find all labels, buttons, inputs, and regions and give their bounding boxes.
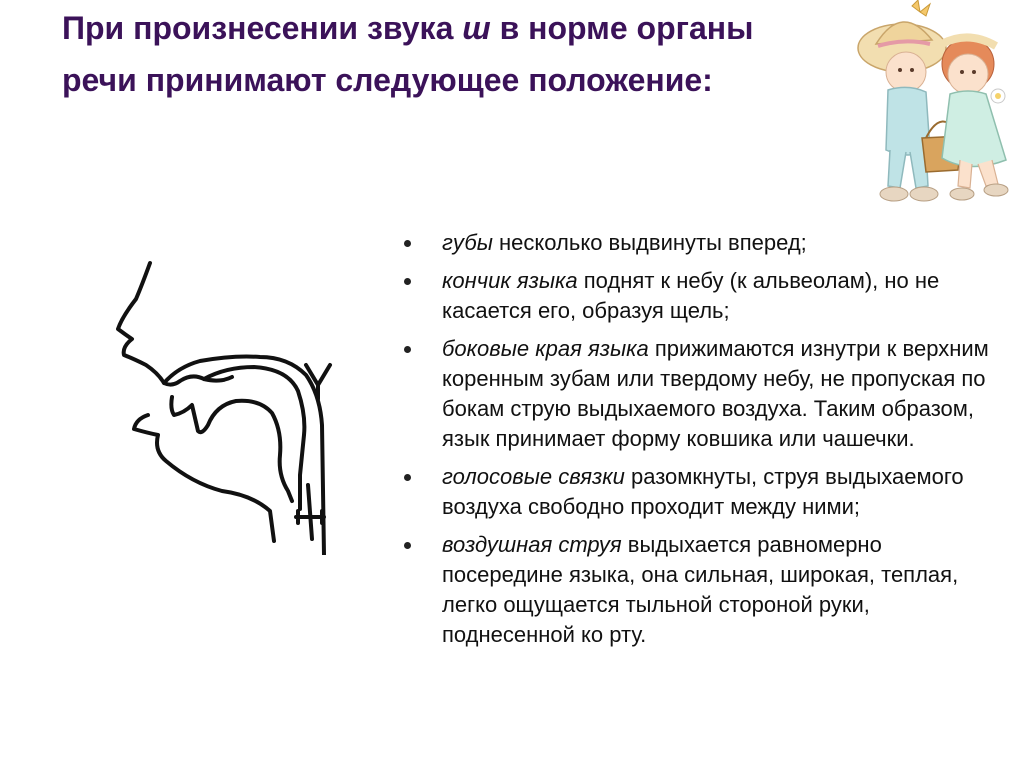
- bullet-text: разомкнуты, струя выдыхаемого воздуха свободно проходит между ними;: [442, 464, 964, 519]
- bullet-lead: губы: [442, 230, 493, 255]
- bullet-dot: [404, 474, 411, 481]
- bullet-text: выдыхается равномерно посередине языка, она сильная, широкая, теплая, легко ощущается тыльной стороной руки, поднесенной ко рту.: [442, 532, 959, 647]
- bullet-lead: воздушная струя: [442, 532, 622, 557]
- articulation-profile-diagram: [92, 255, 382, 555]
- title-part1: При произнесении звука: [62, 10, 463, 46]
- bullet-item-air-stream: [404, 530, 1004, 650]
- bullet-lead: боковые края языка: [442, 336, 649, 361]
- bullet-dot: [404, 542, 411, 549]
- bullet-text: прижимаются изнутри к верхним коренным зубам или твердому небу, не пропуская по бокам струю выдыхаемого воздуха. Таким образом, язык принимает форму ковшика или чашечки.: [442, 336, 989, 451]
- bullet-item-tongue-edges: [404, 334, 1004, 454]
- articulation-bullet-list: [404, 228, 1004, 658]
- children-illustration: [850, 0, 1024, 212]
- bullet-text: несколько выдвинуты вперед;: [492, 230, 807, 255]
- bullet-dot: [404, 240, 411, 247]
- bullet-lead: кончик языка: [442, 268, 578, 293]
- bullet-text: поднят к небу (к альвеолам), но не касается его, образуя щель;: [442, 268, 940, 323]
- title-letter: ш: [462, 10, 491, 46]
- title-part2: в норме органы речи принимают следующее положение:: [62, 10, 754, 98]
- bullet-item-lips: [404, 228, 1004, 258]
- bullet-dot: [404, 346, 411, 353]
- slide-title: [62, 2, 822, 106]
- bullet-dot: [404, 278, 411, 285]
- bullet-lead: голосовые связки: [442, 464, 625, 489]
- bullet-item-vocal-cords: [404, 462, 1004, 522]
- bullet-item-tongue-tip: [404, 266, 1004, 326]
